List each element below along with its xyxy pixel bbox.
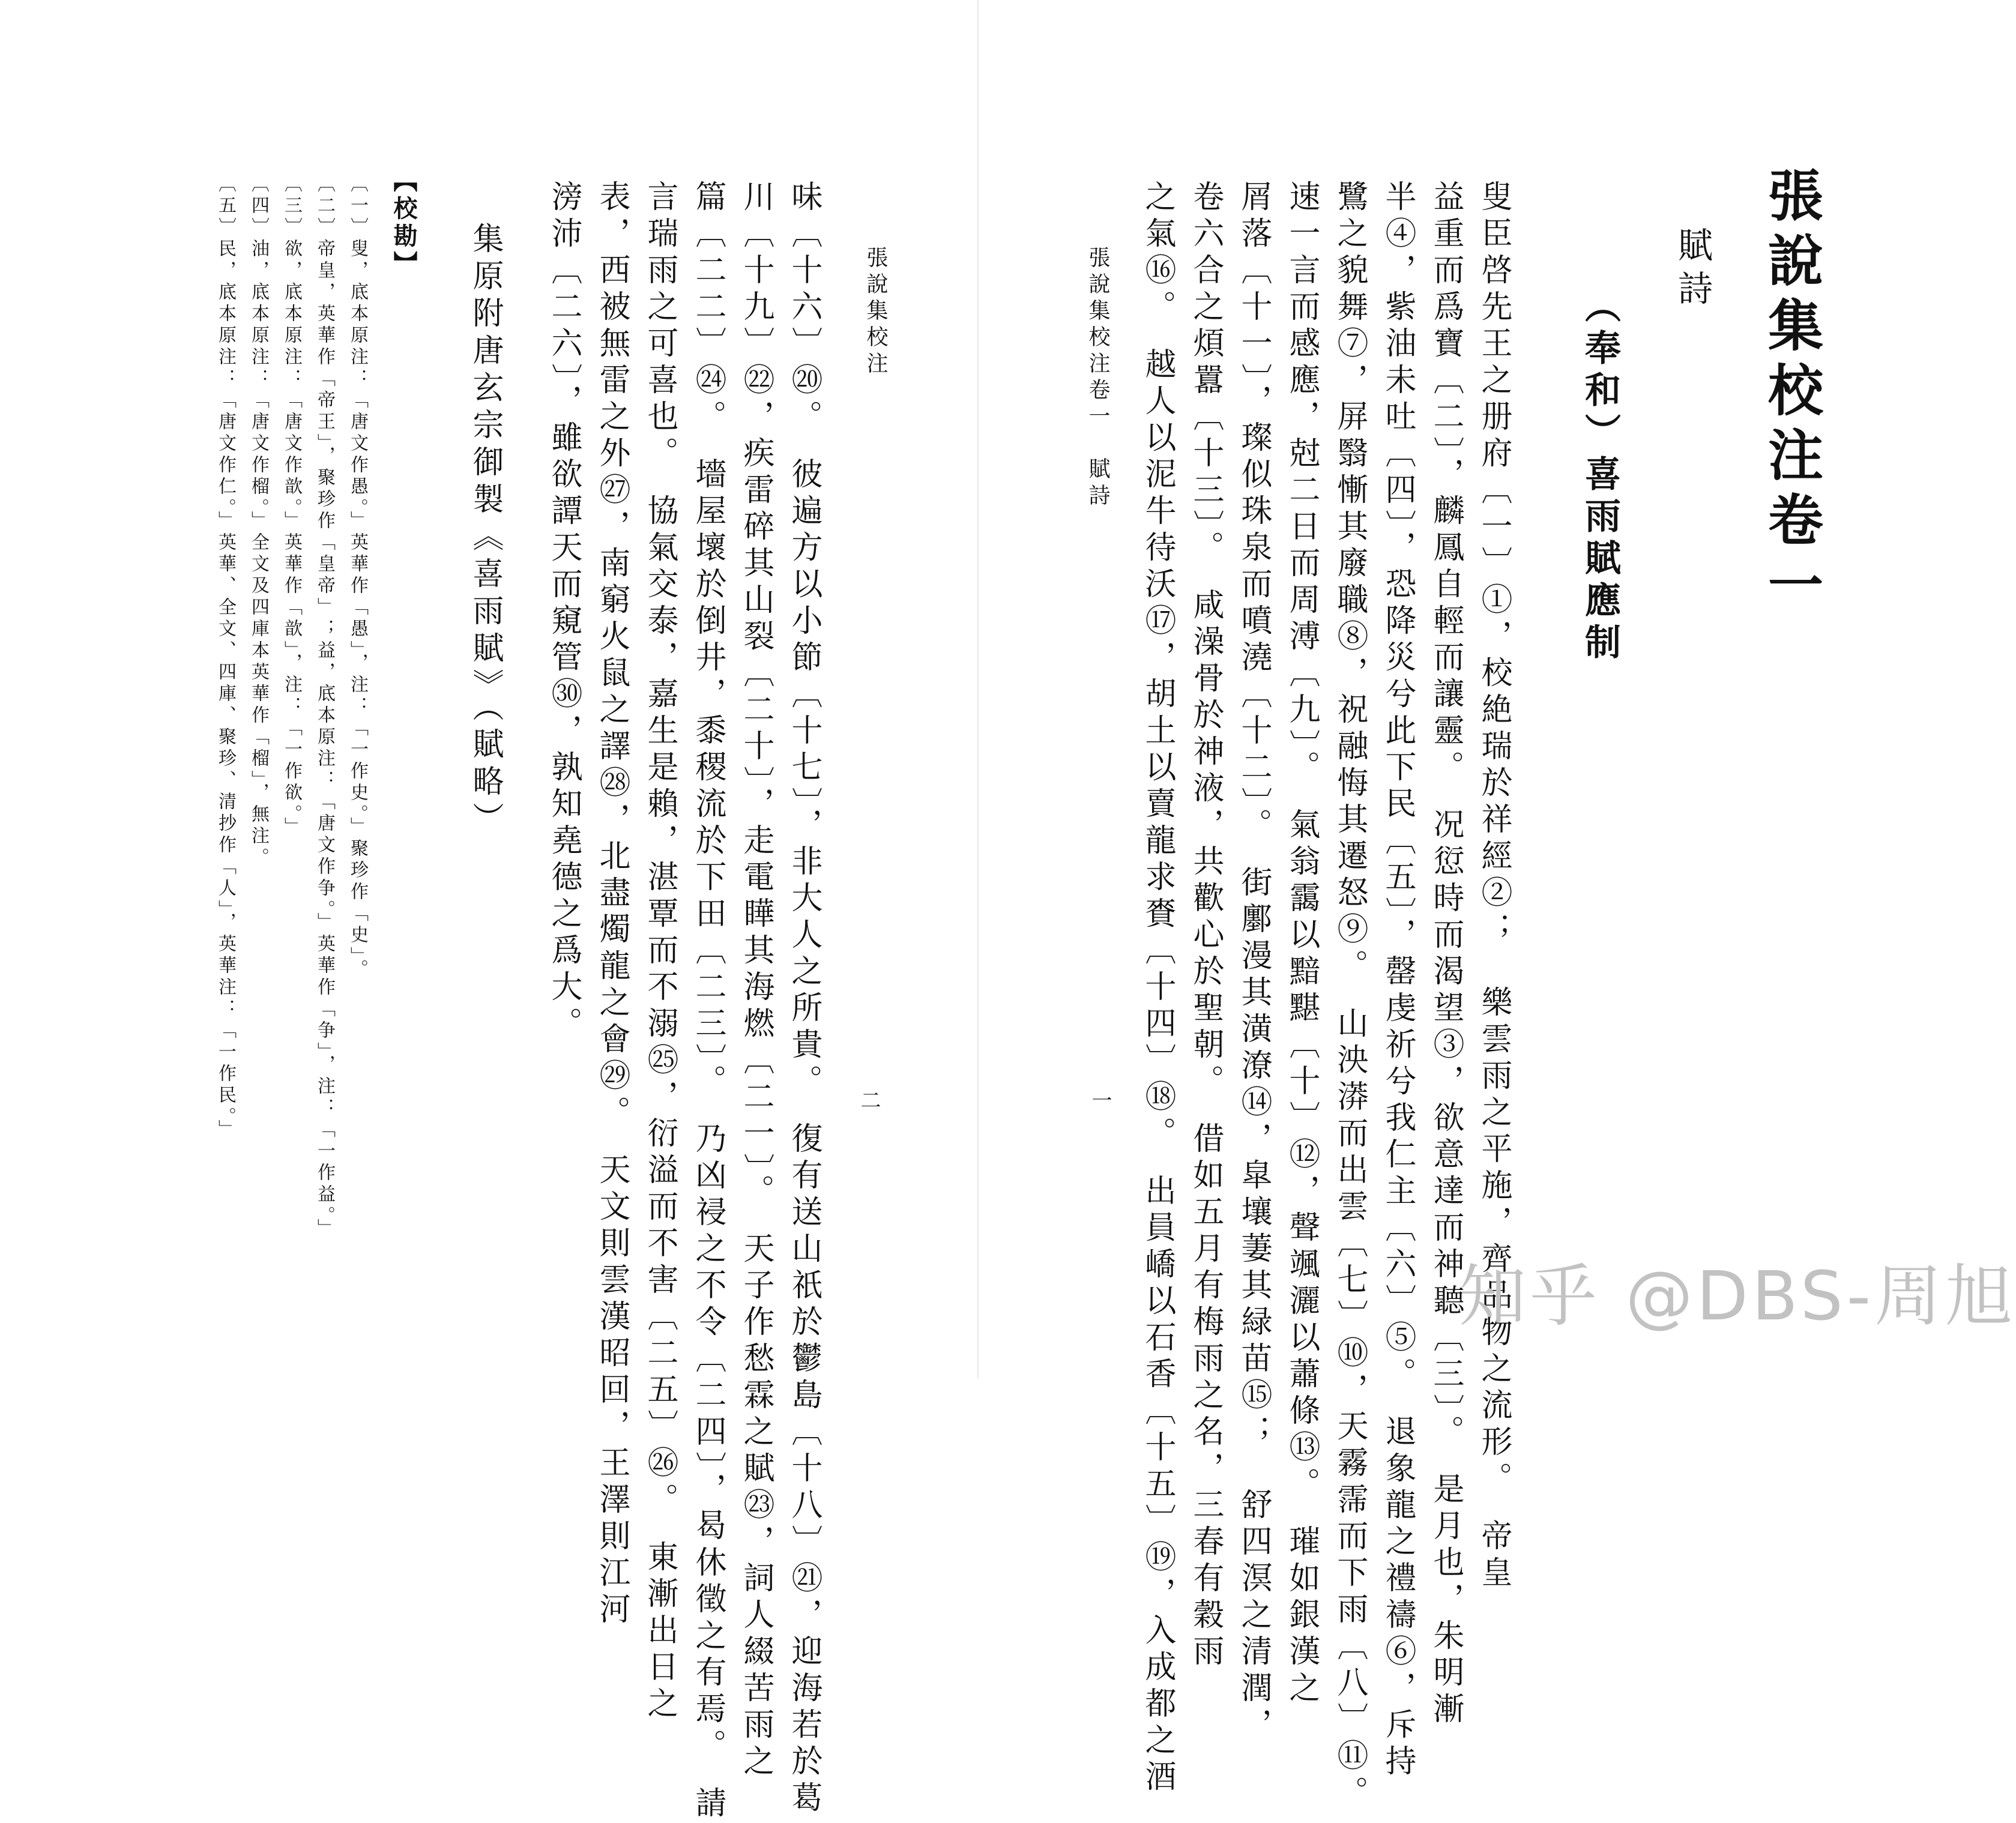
- right-body-column-6: 屑落〔十一〕，璨似珠泉而噴澆〔十二〕。 街鄽漫其潢潦⑭，皐壤萋其緑苗⑮； 舒四溟之清潤，: [1236, 180, 1272, 1744]
- collation-note-1: 〔一〕叟，底本原注：「唐文作愚。」英華作「愚」，注：「一作史。」聚珍作「史」。: [347, 174, 368, 981]
- left-body-column-2: 川〔十九〕㉒，疾雷碎其山裂〔二十〕，走電瞱其海燃〔二一〕。 天子作愁霖之賦㉓，詞人綴苦雨之: [738, 180, 774, 1781]
- right-body-column-1: 叟臣啓先王之册府〔一〕①，校絶瑞於祥經②； 樂雲雨之平施，齊品物之流形。 帝皇: [1476, 180, 1512, 1592]
- right-body-column-3: 半④，紫油未吐〔四〕，恐降災兮此下民〔五〕，罄虔祈兮我仁主〔六〕⑤。 退象龍之禮禱⑥，斥持: [1380, 180, 1416, 1781]
- collation-note-5: 〔五〕民，底本原注：「唐文作仁。」英華、全文、四庫、聚珍、清抄作「人」，英華注：「一作民。」: [215, 174, 236, 1141]
- right-body-column-2: 益重而爲寶〔二〕，麟鳳自輕而讓靈。 况愆時而渴望③，欲意達而神聽〔三〕。 是月也，朱明漸: [1428, 180, 1464, 1729]
- collation-heading: 【校勘】: [390, 168, 418, 279]
- watermark-text: 知乎 @DBS-周旭: [1459, 1258, 2016, 1336]
- left-body-column-4: 言瑞雨之可喜也。 協氣交泰，嘉生是賴，湛覃而不溺㉕，衍溢而不害〔二五〕㉖。 東漸出日之: [642, 180, 678, 1723]
- book-title: 張說集校注卷一: [1759, 167, 1824, 621]
- left-running-head: 張說集校注: [863, 246, 888, 378]
- collation-note-4: 〔四〕油，底本原注：「唐文作榴。」全文及四庫本英華作「榴」，無注。: [248, 174, 269, 869]
- appendix-title: 集原附唐玄宗御製《喜雨賦》（賦略）: [467, 222, 503, 839]
- right-body-column-5: 速一言而感應，尅二日而周溥〔九〕。 氣翁靄以黯黮〔十〕⑫，聲颯灑以蕭條⑬。 璀如銀漢之: [1284, 180, 1320, 1708]
- left-page: [0, 0, 977, 1823]
- right-running-head: 張說集校注卷一 賦詩: [1085, 246, 1110, 510]
- piece-title: （奉和）喜雨賦應制: [1579, 287, 1621, 665]
- left-body-column-5: 表，西被無雷之外㉗，南窮火鼠之譯㉘，北盡燭龍之會㉙。 天文則雲漢昭回，王澤則江河: [594, 180, 630, 1629]
- section-title: 賦詩: [1672, 227, 1713, 313]
- left-body-column-1: 味〔十六〕⑳。 彼遍方以小節〔十七〕，非大人之所貴。 復有送山祇於鬱島〔十八〕㉑，迎海若於葛: [786, 180, 822, 1818]
- left-body-column-3: 篇〔二二〕㉔。 墻屋壞於倒井，黍稷流於下田〔二三〕。 乃凶祲之不令〔二四〕，曷休徵之有焉。 請: [690, 180, 726, 1823]
- right-body-column-4: 鷺之貌舞⑦，屏翳慚其廢職⑧，祝融悔其遷怒⑨。 山泱漭而出雲〔七〕⑩，天霧霈而下雨〔八〕⑪。: [1332, 180, 1368, 1812]
- left-body-column-6: 滂沛〔二六〕，雖欲譚天而窺管㉚，孰知堯德之爲大。: [546, 180, 582, 1043]
- right-page: [979, 0, 1957, 1812]
- right-folio: 一: [1088, 1089, 1112, 1110]
- right-body-column-7: 卷六合之煩囂〔十三〕。 咸澡骨於神液，共歡心於聖朝。 借如五月有梅雨之名，三春有穀雨: [1188, 180, 1224, 1671]
- collation-note-2: 〔二〕帝皇，英華作「帝王」，聚珍作「皇帝」；益，底本原注：「唐文作争。」英華作「争」，注：「一作益。」: [314, 174, 335, 1240]
- left-folio: 二: [857, 1089, 881, 1110]
- right-body-column-8: 之氣⑯。 越人以泥牛待沃⑰，胡土以賣龍求賚〔十四〕⑱。 出員嶠以石香〔十五〕⑲，入成都之酒: [1139, 180, 1175, 1797]
- collation-note-3: 〔三〕欲，底本原注：「唐文作歆。」英華作「歆」，注：「一作欲。」: [281, 174, 302, 839]
